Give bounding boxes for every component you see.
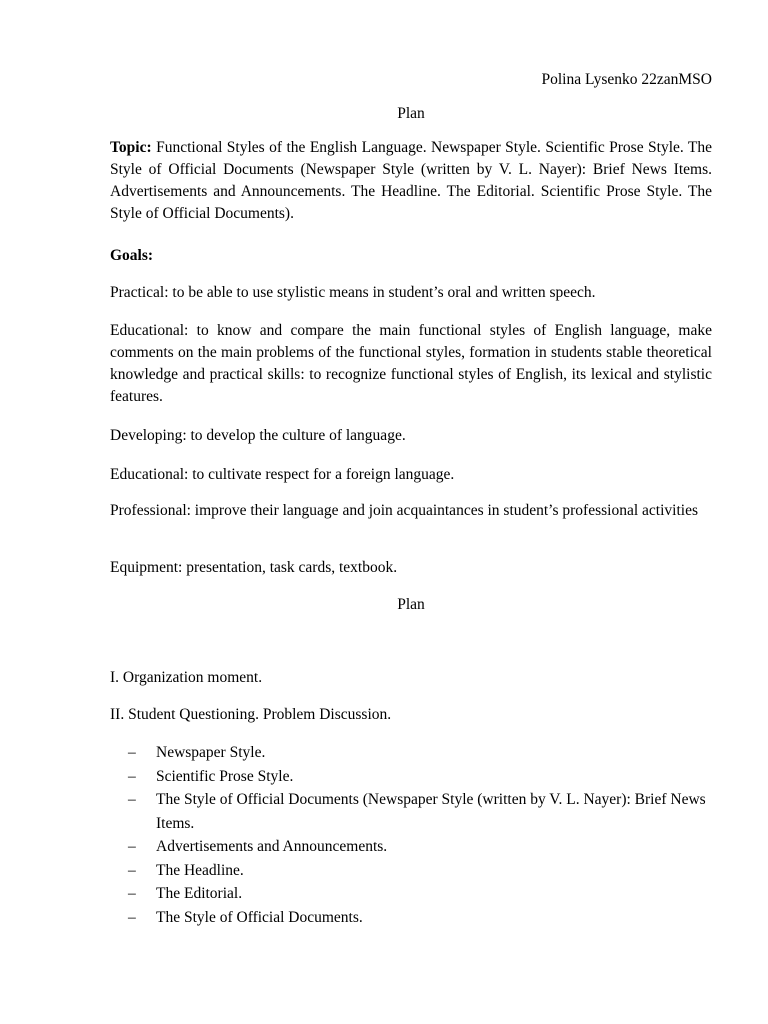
list-item-text: The Style of Official Documents (Newspaper Style (written by V. L. Nayer): Brief News Items. [156, 791, 706, 832]
list-item-text: Advertisements and Announcements. [156, 838, 388, 855]
dash-bullet: – [128, 861, 136, 879]
dash-bullet: – [128, 885, 136, 902]
dash-bullet: – [128, 791, 136, 808]
goal-educational-2: Educational: to cultivate respect for a foreign language. [110, 466, 455, 483]
list-item [110, 906, 712, 930]
plan-title-top: Plan [397, 105, 425, 122]
discussion-topics-list [110, 741, 712, 929]
goal-educational-1: Educational: to know and compare the main functional styles of English language, make comments on the main problems of the functional styles, formation in students stable theoretical knowledge and practical skills: to recognize functional styles of English, its lexical and stylistic features. [110, 322, 712, 405]
plan-step-organization: I. Organization moment. [110, 669, 263, 686]
topic-label: Topic: [110, 139, 152, 156]
list-item [110, 741, 712, 765]
dash-bullet: – [128, 744, 136, 761]
list-item [110, 859, 712, 883]
dash-bullet: – [128, 767, 136, 785]
goals-label: Goals: [110, 247, 154, 264]
list-item-text: The Headline. [156, 861, 244, 879]
dash-bullet: – [128, 908, 136, 926]
author-name: Polina Lysenko 22zanMSO [541, 71, 712, 88]
list-item [110, 882, 712, 906]
equipment-line: Equipment: presentation, task cards, textbook. [110, 559, 398, 576]
goal-developing: Developing: to develop the culture of language. [110, 427, 406, 444]
plan-step-questioning: II. Student Questioning. Problem Discussion. [110, 706, 392, 723]
list-item-text: Newspaper Style. [156, 744, 266, 761]
plan-title-bottom: Plan [397, 596, 425, 613]
topic-paragraph [110, 137, 712, 225]
list-item-text: The Editorial. [156, 885, 243, 902]
topic-text: Functional Styles of the English Language. Newspaper Style. Scientific Prose Style. The Style of Official Documents (Newspaper Style (written by V. L. Nayer): Brief News Items. Advertisements and Announcements. The Headline. The Editorial. Scientific Prose Style. The Style of Official Documents). [110, 139, 713, 222]
list-item-text: Scientific Prose Style. [156, 767, 294, 785]
list-item [110, 788, 712, 835]
dash-bullet: – [128, 838, 136, 855]
list-item [110, 765, 712, 789]
goal-practical: Practical: to be able to use stylistic means in student’s oral and written speech. [110, 284, 596, 301]
goal-professional: Professional: improve their language and join acquaintances in student’s professional activities [110, 502, 698, 519]
list-item-text: The Style of Official Documents. [156, 908, 363, 926]
list-item [110, 835, 712, 859]
